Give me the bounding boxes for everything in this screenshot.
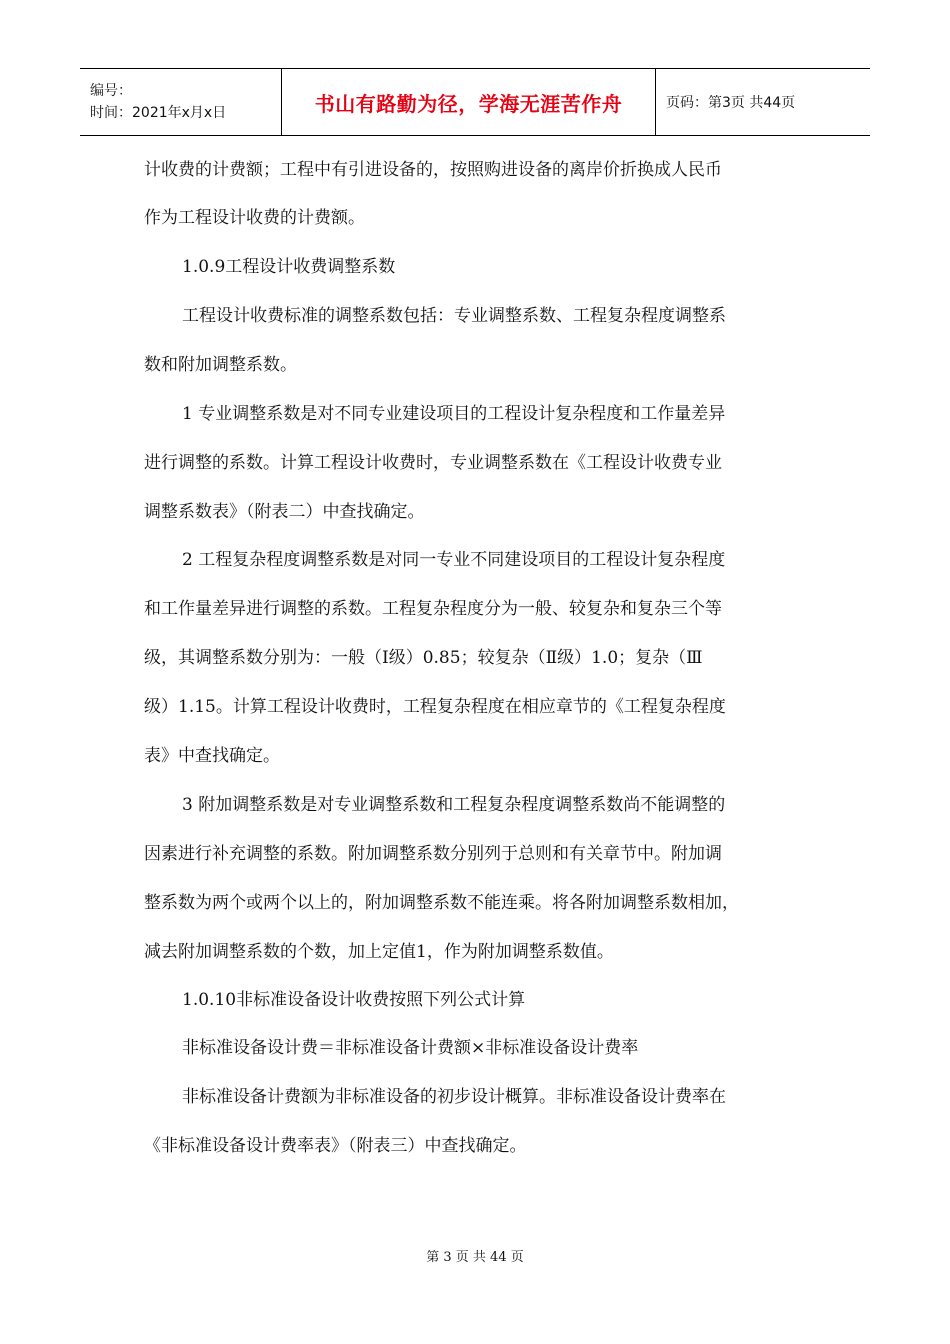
text-line: 因素进行补充调整的系数。附加调整系数分别列于总则和有关章节中。附加调 bbox=[144, 844, 722, 864]
formula-line: 非标准设备设计费＝非标准设备计费额×非标准设备设计费率 bbox=[182, 1038, 639, 1058]
text-line: 工程设计收费标准的调整系数包括：专业调整系数、工程复杂程度调整系 bbox=[182, 306, 726, 326]
text-line: 和工作量差异进行调整的系数。工程复杂程度分为一般、较复杂和复杂三个等 bbox=[144, 599, 722, 619]
text-line: 减去附加调整系数的个数，加上定值1，作为附加调整系数值。 bbox=[144, 942, 614, 962]
section-heading: 1.0.9工程设计收费调整系数 bbox=[182, 257, 396, 277]
header-meta bbox=[80, 69, 282, 135]
text-line: 2 工程复杂程度调整系数是对同一专业不同建设项目的工程设计复杂程度 bbox=[182, 550, 726, 570]
text-line: 作为工程设计收费的计费额。 bbox=[144, 208, 365, 228]
page-header bbox=[80, 68, 870, 136]
text-line: 级，其调整系数分别为：一般（Ⅰ级）0.85；较复杂（Ⅱ级）1.0；复杂（Ⅲ bbox=[144, 648, 703, 668]
text-line: 计收费的计费额；工程中有引进设备的，按照购进设备的离岸价折换成人民币 bbox=[144, 160, 722, 180]
header-page-info: 页码：第3页 共44页 bbox=[666, 95, 796, 111]
text-line: 数和附加调整系数。 bbox=[144, 355, 297, 375]
text-line: 表》中查找确定。 bbox=[144, 746, 280, 766]
text-line: 级）1.15。计算工程设计收费时，工程复杂程度在相应章节的《工程复杂程度 bbox=[144, 697, 726, 717]
text-line: 非标准设备计费额为非标准设备的初步设计概算。非标准设备设计费率在 bbox=[182, 1087, 726, 1107]
text-line: 3 附加调整系数是对专业调整系数和工程复杂程度调整系数尚不能调整的 bbox=[182, 795, 726, 815]
text-line: 《非标准设备设计费率表》（附表三）中查找确定。 bbox=[144, 1136, 527, 1156]
document-date: 时间：2021年x月x日 bbox=[90, 105, 227, 121]
section-heading: 1.0.10非标准设备设计收费按照下列公式计算 bbox=[182, 990, 526, 1010]
header-motto: 书山有路勤为径，学海无涯苦作舟 bbox=[282, 69, 656, 135]
text-line: 整系数为两个或两个以上的，附加调整系数不能连乘。将各附加调整系数相加， bbox=[144, 893, 739, 913]
text-line: 1 专业调整系数是对不同专业建设项目的工程设计复杂程度和工作量差异 bbox=[182, 404, 726, 424]
document-number: 编号： bbox=[90, 83, 132, 99]
text-line: 调整系数表》（附表二）中查找确定。 bbox=[144, 502, 425, 522]
text-line: 进行调整的系数。计算工程设计收费时，专业调整系数在《工程设计收费专业 bbox=[144, 453, 722, 473]
page-footer: 第 3 页 共 44 页 bbox=[426, 1250, 524, 1265]
